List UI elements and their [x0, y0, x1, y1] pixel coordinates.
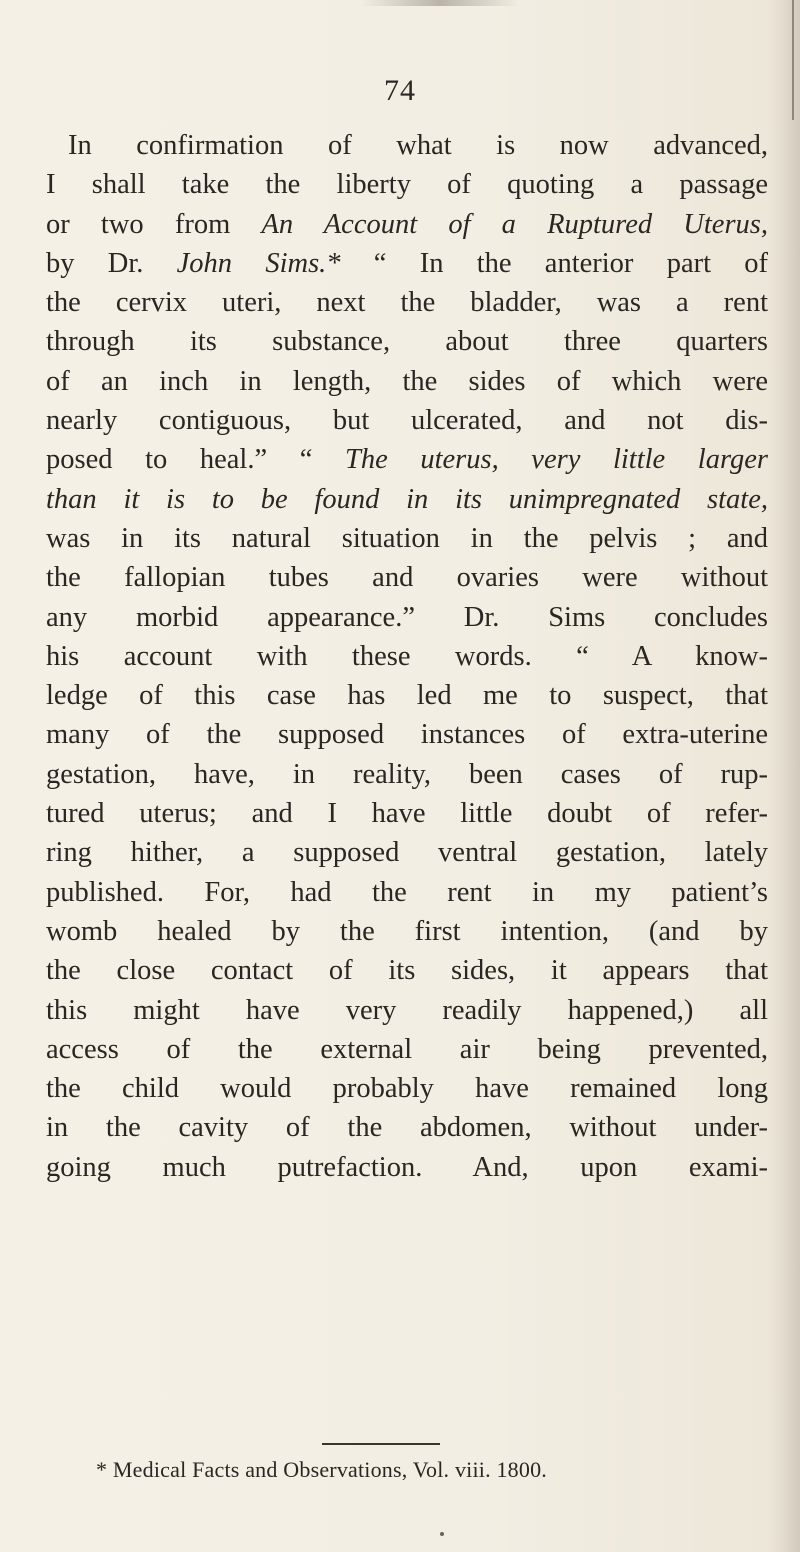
text-line: many of the supposed instances of extra-uterine: [46, 719, 768, 751]
text-line: the fallopian tubes and ovaries were without: [46, 562, 768, 594]
text-line: nearly contiguous, but ulcerated, and not dis-: [46, 405, 768, 437]
text-line: through its substance, about three quarters: [46, 326, 768, 358]
text-line: womb healed by the first intention, (and by: [46, 915, 768, 947]
text-line: any morbid appearance.” Dr. Sims concludes: [46, 601, 768, 633]
text-line: posed to heal.” “ The uterus, very little larger: [46, 444, 768, 476]
text-line: the child would probably have remained long: [46, 1073, 768, 1105]
ink-speck: [440, 1532, 444, 1536]
text-line: I shall take the liberty of quoting a passage: [46, 169, 768, 201]
text-line: gestation, have, in reality, been cases of rup-: [46, 758, 768, 790]
text-line: going much putrefaction. And, upon exami-: [46, 1151, 768, 1183]
text-line: published. For, had the rent in my patient’s: [46, 876, 768, 908]
text-line: ring hither, a supposed ventral gestation, lately: [46, 837, 768, 869]
text-line: was in its natural situation in the pelvis ; and: [46, 522, 768, 554]
text-line: or two from An Account of a Ruptured Uterus,: [46, 208, 769, 240]
top-smudge: [360, 0, 520, 6]
text-line: the cervix uteri, next the bladder, was a rent: [46, 287, 768, 319]
text-line-italic: than it is to be found in its unimpregnated state,: [46, 483, 768, 515]
book-title: An Account of a Ruptured Uterus,: [261, 208, 769, 240]
text-line: by Dr. John Sims.* “ In the anterior part of: [46, 247, 769, 279]
text-line: the close contact of its sides, it appears that: [46, 955, 768, 987]
footnote-rule: [322, 1443, 440, 1445]
italic-quote: The uterus, very little larger: [344, 444, 768, 476]
text-line: ledge of this case has led me to suspect, that: [46, 680, 768, 712]
page-number: 74: [384, 74, 416, 107]
text-line: this might have very readily happened,) all: [46, 994, 768, 1026]
text-line: tured uterus; and I have little doubt of refer-: [46, 798, 768, 830]
author-name: John Sims.*: [176, 247, 341, 279]
text-line: in the cavity of the abdomen, without under-: [46, 1112, 768, 1144]
text-line: access of the external air being prevented,: [46, 1033, 768, 1065]
text-line: In confirmation of what is now advanced,: [68, 130, 768, 161]
body-text: [46, 126, 768, 1187]
text-line: of an inch in length, the sides of which were: [46, 365, 768, 397]
footnote: * Medical Facts and Observations, Vol. viii. 1800.: [96, 1457, 547, 1482]
text-line: his account with these words. “ A know-: [46, 640, 768, 672]
page-edge-shadow: [768, 0, 800, 1552]
